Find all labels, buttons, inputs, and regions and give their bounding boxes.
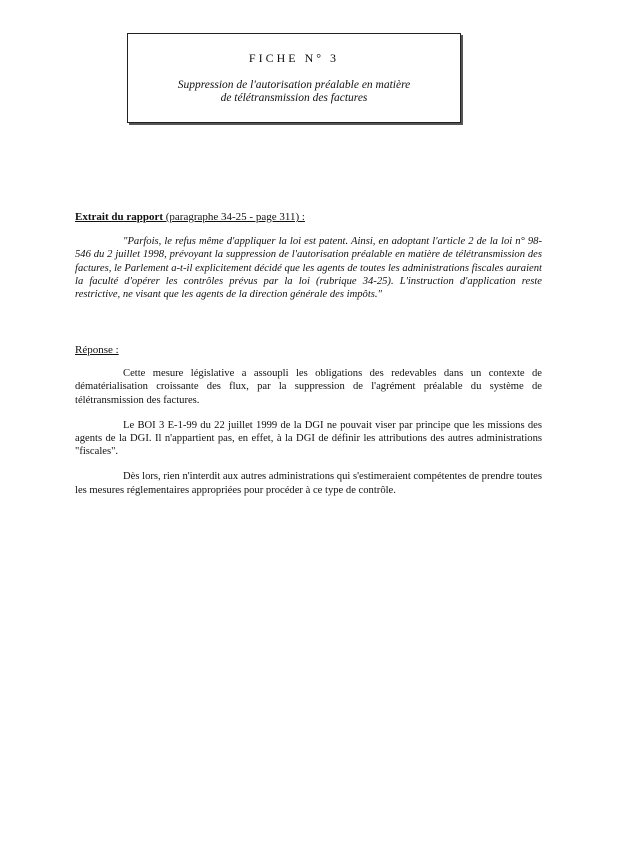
extrait-quote: "Parfois, le refus même d'appliquer la loi est patent. Ainsi, en adoptant l'article 2 de la loi n° 98-546 du 2 juillet 1998, prévoyant la suppression de l'autorisation préalable en matière de télétransmission des factures, le Parlement a-t-il explicitement décidé que les agents de toutes les administrations fiscales auraient la faculté d'opérer les contrôles prévus par la loi (rubrique 34-25). L'instruction d'application reste restrictive, ne visant que les agents de la direction générale des impôts."	[75, 236, 542, 301]
extrait-heading-rest: (paragraphe 34-25 - page 311) :	[163, 211, 305, 223]
fiche-title: FICHE N° 3	[248, 51, 340, 65]
extrait-section	[75, 211, 542, 301]
reponse-heading: Réponse :	[75, 344, 119, 356]
reponse-paragraph: Cette mesure législative a assoupli les obligations des redevables dans un contexte de dématérialisation croissante des flux, par la suppression de l'agrément préalable du système de télétransmission des factures.	[75, 368, 542, 406]
reponse-paragraph: Le BOI 3 E-1-99 du 22 juillet 1999 de la DGI ne pouvait viser par principe que les missions des agents de la DGI. Il n'appartient pas, en effet, à la DGI de définir les attributions des autres administrations "fiscales".	[75, 419, 542, 458]
subtitle-line-2: de télétransmission des factures	[220, 92, 368, 104]
fiche-subtitle	[128, 79, 460, 105]
reponse-paragraph: Dès lors, rien n'interdit aux autres administrations qui s'estimeraient compétentes de prendre toutes les mesures réglementaires appropriées pour procéder à ce type de contrôle.	[75, 471, 542, 496]
reponse-section	[75, 344, 542, 497]
subtitle-line-1: Suppression de l'autorisation préalable en matière	[177, 79, 411, 91]
extrait-heading	[75, 211, 542, 224]
fiche-title-box	[127, 33, 461, 123]
extrait-heading-bold: Extrait du rapport	[75, 211, 163, 223]
